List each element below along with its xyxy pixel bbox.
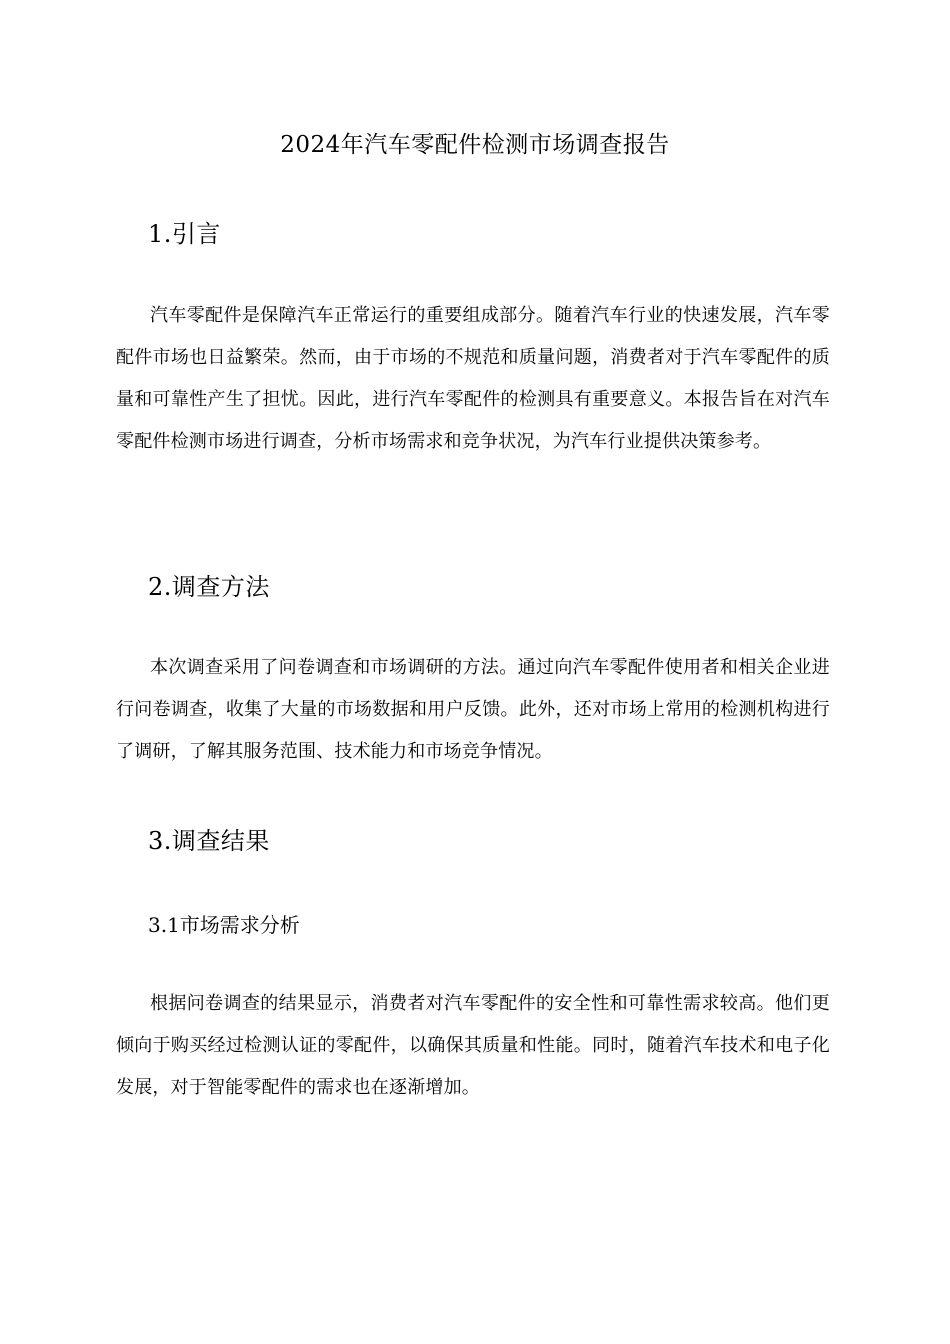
section-heading-method: 2.调查方法 <box>148 573 270 601</box>
subsection-heading-market-demand: 3.1市场需求分析 <box>148 913 300 937</box>
section-paragraph-method: 本次调查采用了问卷调查和市场调研的方法。通过向汽车零配件使用者和相关企业进行问卷调查，收集了大量的市场数据和用户反馈。此外，还对市场上常用的检测机构进行了调研，了解其服务范围、技术能力和市场竞争情况。 <box>116 657 830 762</box>
section-heading-results: 3.调查结果 <box>148 827 270 855</box>
subsection-paragraph-market-demand: 根据问卷调查的结果显示，消费者对汽车零配件的安全性和可靠性需求较高。他们更倾向于购买经过检测认证的零配件，以确保其质量和性能。同时，随着汽车技术和电子化发展，对于智能零配件的需求也在逐渐增加。 <box>116 993 830 1098</box>
section-paragraph-introduction: 汽车零配件是保障汽车正常运行的重要组成部分。随着汽车行业的快速发展，汽车零配件市场也日益繁荣。然而，由于市场的不规范和质量问题，消费者对于汽车零配件的质量和可靠性产生了担忧。因此，进行汽车零配件的检测具有重要意义。本报告旨在对汽车零配件检测市场进行调查，分析市场需求和竞争状况，为汽车行业提供决策参考。 <box>116 305 830 452</box>
document-title: 2024年汽车零配件检测市场调查报告 <box>280 132 670 158</box>
section-heading-introduction: 1.引言 <box>148 220 221 248</box>
